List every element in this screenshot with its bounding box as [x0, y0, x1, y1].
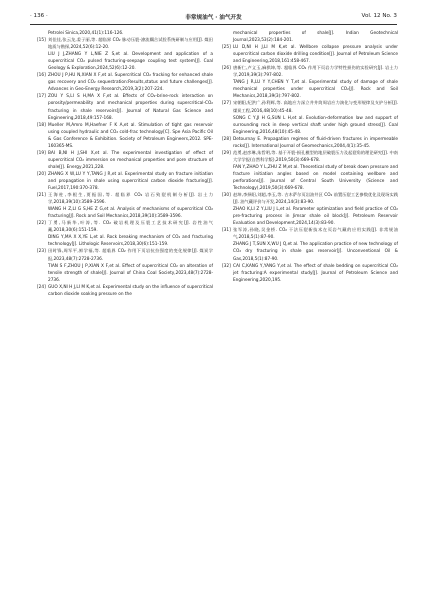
reference-entry — [37, 284, 213, 298]
reference-text: 田时锋,周军平,鲜学福,等. 超临界 CO₂ 作用下页岩抗拉强度的变化规律[J]. 煤炭学报,2023,48(7):2728-2736. — [48, 249, 213, 262]
reference-entry — [37, 122, 213, 150]
reference-number: [16] — [37, 73, 46, 79]
reference-entry — [37, 37, 213, 51]
reference-text: 宋朝阳,纪洪广,孙利辉,等. 高地应力深立井井筒周岩应力演化与变形规律及支护分析[J]. 煤炭工程,2016,48(10):45-48. — [233, 101, 398, 114]
reference-text: 唐新仁,卢义玉,麻拱坤,等. 超临界 CO₂ 作用下页岩力学特性损伤的实验研究[J]. 岩土力学,2019,39(3):797-802. — [233, 66, 398, 79]
reference-entry — [222, 227, 398, 241]
reference-number: [26] — [222, 66, 231, 72]
reference-number: [22] — [37, 221, 46, 227]
reference-entry — [37, 206, 213, 220]
reference-text: CAI C,KANG Y,YANG Y,et al. The effect of shale bedding on supercritical CO₂ jet fracturing:A experimental study[J]. Journal of Petroleum Science and Engineering,2020,195. — [233, 263, 398, 283]
reference-number: [15] — [37, 38, 46, 44]
reference-entry — [37, 30, 213, 37]
reference-text: DING Y,MA X X,YE L,et al. Rock breaking mechanism of CO₂ and fracturing technology[J]. Lithologic Reservoirs,2018,30(6):151-159. — [48, 235, 213, 248]
reference-entry — [37, 93, 213, 121]
reference-entry — [222, 136, 398, 150]
reference-number: [31] — [222, 228, 231, 234]
reference-entry — [37, 171, 213, 192]
reference-entry — [37, 150, 213, 171]
reference-entry — [37, 51, 213, 72]
reference-number: [25] — [222, 45, 231, 51]
reference-number: [20] — [37, 171, 46, 177]
header-rule — [30, 24, 397, 25]
reference-entry — [222, 79, 398, 100]
reference-text: 范勇,赵彦琳,朱哲明,等. 基于开裂-损孔模型的地层破裂压力及起裂角的理论研究[J]. 中南大学学报(自然科学版),2019,50(3):669-678. — [233, 150, 398, 163]
reference-text: LIU J J,ZHANG Y L,NIE Z S,et al. Development and application of a supercritical CO₂ pulsed fracturing-seepage coupling test system[J]. Coal Geology & Exploration,2024,52(6):12-20. — [48, 52, 213, 72]
reference-number: [30] — [222, 193, 231, 199]
reference-text: LU D,NI H J,LI M K,et al. Wellbore collapse pressure analysis under supercritical carbon dioxide drilling condition[J]. Journal of Petroleum Science and Engineering,2018,161:458-467. — [233, 45, 398, 65]
reference-entry — [222, 206, 398, 227]
reference-text: WANG H Z,LI G S,HE Z G,et al. Analysis of mechanisms of supercritical CO₂ fracturing[J]. Rock and Soil Mechanics,2018,39(10):3589-3596. — [48, 207, 213, 220]
reference-entry — [222, 241, 398, 262]
reference-entry — [222, 263, 398, 284]
reference-number: [18] — [37, 122, 46, 128]
reference-text: 刘佳佳,张云龙,姜子丽,等. 超临界 CO₂ 脉动压裂-渗流耦合试验系统研制与应用[J]. 煤田地质与勘探,2024,52(6):12-20. — [48, 38, 213, 51]
reference-number: [24] — [37, 284, 46, 290]
reference-text: TANG J R,LU Y Y,CHEN Y T,et al. Experimental study of damage of shale mechanical properties under supercritical CO₂[J]. Rock and Soil Mechanics,2018,39(3):797-802. — [233, 80, 398, 100]
reference-number: [17] — [37, 94, 46, 100]
reference-text: Mueller M,Amro M,Haefner F K A,et al. Stimulation of tight gas reservoir using coupled hydraulic and CO₂ cold-frac technology[C]. Spe Asia Pacific Oil & Gas Conference & Exhibition. Society of Petroleum Engineers,2012. SPE-160365-MS. — [48, 122, 213, 149]
reference-text: BAI B,NI H J,SHI X,et al. The experimental investigation of effect of supercritical CO₂ immersion on mechanical properties and pore structure of shale[J]. Energy,2021,228. — [48, 150, 213, 170]
reference-entry — [222, 65, 398, 79]
reference-text: 张军涛,孙晓,吴金桥. CO₂ 干法压裂新技术在页岩气藏的应用实践[J]. 非常规油气,2018,5(1):87-90. — [233, 228, 398, 241]
reference-number: [32] — [222, 263, 231, 269]
reference-text: ZHAO K,LI Z Y,LIU J L,et al. Parameter optimization and field practice of CO₂ pre-fracturing process in Jimsar shale oil block[J]. Petroleum Reservoir Evaluation and Development,2024,14(3):83-90. — [233, 207, 398, 227]
reference-entry — [222, 44, 398, 65]
reference-text: 王海柱,李根生,贾振国,等. 超临界 CO₂ 岩石致裂机制分析[J]. 岩土力学,2018,39(10):3589-3596. — [48, 193, 213, 206]
reference-entry — [222, 115, 398, 136]
reference-number: [19] — [37, 150, 46, 156]
reference-number: [28] — [222, 136, 231, 142]
reference-text: FAN Y,ZHAO Y L,ZHU Z M,et al. Theoretical study of break down pressure and fracture initiation angles based on model containing wellbore and perforations[J]. Journal of Central South University (Science and Technology),2019,50(3):669-678. — [233, 164, 398, 192]
reference-number: [21] — [37, 193, 46, 199]
reference-text: SONG C Y,JI H G,SUN L H,et al. Evolution-deformation law and support of surrounding rock in deep vertical shaft under high ground stress[J]. Coal Engineering,2016,48(10):45-48. — [233, 115, 398, 135]
journal-section-title: 非常规油气 · 油气开发 — [185, 15, 242, 21]
reference-entry — [37, 248, 213, 262]
reference-text: TIAN S F,ZHOU J P,XIAN X F,et al. Effect of supercritical CO₂ on alteration of tensile strength of shale[J]. Journal of China Coal Society,2023,48(7):2728-2736. — [48, 263, 213, 283]
reference-text: ZHOU J P,HU N,XIAN X F,et al. Supercritical CO₂ fracking for enhanced shale gas recovery and CO₂ sequestration:Results,status and future challenges[J]. Advances in Geo-Energy Research,2019,3(2):207-224. — [48, 73, 213, 93]
references-right-column — [222, 30, 398, 284]
reference-entry — [37, 72, 213, 93]
reference-text: ZHANG J T,SUN X,WU J Q,et al. The application practice of new technology of CO₂ dry fracturing in shale gas reservoir[J]. Unconventional Oil & Gas,2018,5(1):87-90. — [233, 242, 398, 262]
reference-entry — [222, 164, 398, 192]
reference-text: 赵坤,李择阳,刘超,李玉,等. 吉木萨尔页岩油井区 CO₂ 前置压裂工艺参数优化及现场实践[J]. 油气藏评价与开发,2024,14(3):83-90. — [233, 193, 398, 206]
page-number: · 136 · — [30, 13, 48, 19]
reference-entry — [37, 234, 213, 248]
reference-entry — [222, 30, 398, 44]
reference-entry — [222, 192, 398, 206]
reference-text: Petrolei Sinica,2020,41(1):116-126. — [48, 31, 124, 36]
reference-text: GUO X,NI H J,LI M K,et al. Experimental study on the influence of supercritical carbon dioxide soaking pressure on the — [48, 284, 213, 297]
reference-entry — [37, 220, 213, 234]
reference-entry — [37, 263, 213, 284]
volume-issue: Vol. 12 No. 3 — [361, 13, 397, 19]
reference-number: [27] — [222, 101, 231, 107]
reference-entry — [222, 150, 398, 164]
reference-text: 丁勇,马新华,叶涛,等. CO₂ 破岩机理及压裂工艺技术研究[J]. 岩性油气藏,2018,30(6):151-159. — [48, 221, 213, 234]
reference-text: mechanical properties of shale[J]. Indian Geotechnical Journal,2023,53(2):184-201. — [233, 31, 398, 44]
reference-number: [23] — [37, 249, 46, 255]
references-left-column — [37, 30, 213, 298]
reference-entry — [222, 100, 398, 114]
reference-text: Detournay E. Propagation regimes of fluid-driven fractures in impermeable rocks[J]. International Journal of Geomechanics,2004,4(1):35-45. — [233, 136, 398, 149]
reference-text: ZOU Y S,LI S H,MA X F,et al. Effects of CO₂-brine-rock interaction on porosity/permeability and mechanical properties during supercritical-CO₂ fracturing in shale reservoirs[J]. Journal of Natural Gas Science and Engineering,2018,49:157-168. — [48, 94, 213, 121]
reference-number: [29] — [222, 150, 231, 156]
reference-text: ZHANG X W,LU Y Y,TANG J R,et al. Experimental study on fracture initiation and propagation in shale using supercritical carbon dioxide fracturing[J]. Fuel,2017,190:370-378. — [48, 171, 213, 192]
reference-entry — [37, 192, 213, 206]
